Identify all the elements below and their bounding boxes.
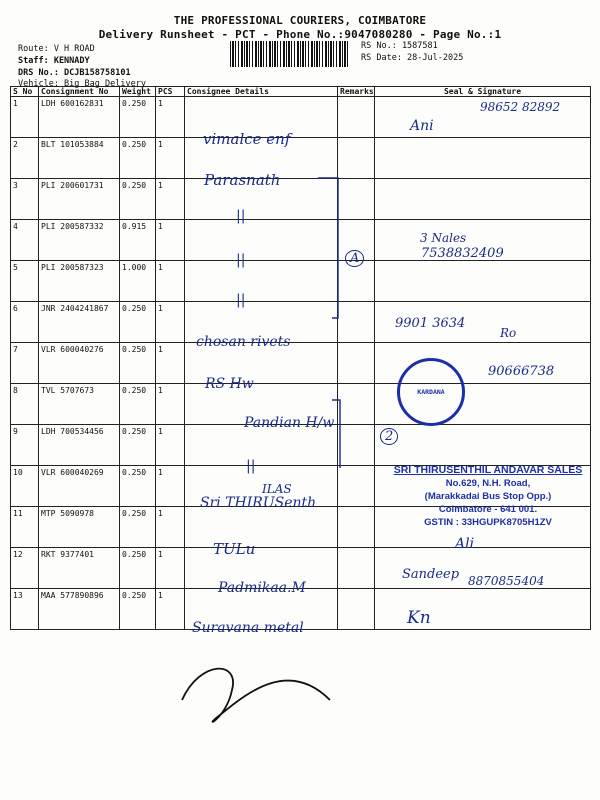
col-consignee: Consignee Details: [185, 87, 338, 97]
cell-pcs: 1: [156, 466, 185, 507]
route-label: Route: V H ROAD: [18, 44, 95, 54]
cell-weight: 0.250: [120, 302, 156, 343]
stamp-line-4: Coimbatore - 641 001.: [438, 504, 538, 515]
signature-hw-1: Ani: [410, 118, 434, 134]
cell-consignment: JNR 2404241867: [39, 302, 120, 343]
bottom-signature: [182, 669, 330, 722]
consignee-hw-11: TULu: [213, 540, 256, 558]
stamp-line-1: SRI THIRUSENTHIL ANDAVAR SALES: [393, 464, 583, 476]
consignee-hw-10b: Sri THIRUSenth: [200, 495, 317, 511]
consignee-hw-4: ||: [236, 252, 246, 268]
signature-hw-13: Kn: [407, 608, 431, 628]
consignee-hw-13: Suravana metal: [192, 620, 304, 636]
signature-hw-11: Ali: [455, 536, 475, 552]
runsheet-subtitle: Delivery Runsheet - PCT - Phone No.:9047080280 - Page No.:1: [98, 28, 502, 41]
cell-pcs: 1: [156, 548, 185, 589]
consignee-hw-12: Padmikaa.M: [218, 580, 306, 596]
cell-consignment: MAA 577890896: [39, 589, 120, 630]
cell-pcs: 1: [156, 507, 185, 548]
cell-consignment: TVL 5707673: [39, 384, 120, 425]
cell-weight: 0.250: [120, 343, 156, 384]
cell-weight: 1.000: [120, 261, 156, 302]
vehicle-label: Vehicle: Big Bag Delivery: [18, 79, 146, 89]
signature-hw-12-phone: 8870855404: [468, 574, 545, 588]
company-title: THE PROFESSIONAL COURIERS, COIMBATORE: [173, 14, 427, 27]
cell-sno: 11: [11, 507, 39, 548]
col-weight: Weight: [120, 87, 156, 97]
cell-pcs: 1: [156, 302, 185, 343]
cell-pcs: 1: [156, 384, 185, 425]
cell-weight: 0.250: [120, 97, 156, 138]
cell-pcs: 1: [156, 343, 185, 384]
col-remarks: Remarks: [338, 87, 375, 97]
cell-sno: 4: [11, 220, 39, 261]
signature-hw-12-name: Sandeep: [402, 567, 460, 582]
cell-sno: 13: [11, 589, 39, 630]
rs-date: RS Date: 28-Jul-2025: [361, 53, 464, 63]
staff-label: Staff: KENNADY: [18, 56, 90, 66]
col-signature: Seal & Signature: [375, 87, 591, 97]
col-consignment: Consignment No: [39, 87, 120, 97]
cell-sno: 8: [11, 384, 39, 425]
cell-sno: 5: [11, 261, 39, 302]
cell-weight: 0.915: [120, 220, 156, 261]
cell-weight: 0.250: [120, 466, 156, 507]
cell-consignment: PLI 200601731: [39, 179, 120, 220]
round-stamp-text: KARDANA: [417, 388, 445, 396]
cell-pcs: 1: [156, 220, 185, 261]
signature-hw-6-phone: 9901 3634: [395, 316, 466, 331]
cell-sno: 2: [11, 138, 39, 179]
cell-weight: 0.250: [120, 138, 156, 179]
consignee-hw-2: Parasnath: [204, 171, 281, 189]
cell-sno: 12: [11, 548, 39, 589]
rs-number: RS No.: 1587581: [361, 41, 438, 51]
signature-hw-7-phone: 90666738: [488, 364, 555, 379]
consignee-hw-6: chosan rivets: [196, 334, 291, 350]
cell-consignment: MTP 5090978: [39, 507, 120, 548]
signature-hw-1-phone: 98652 82892: [480, 100, 561, 114]
cell-consignment: VLR 600040276: [39, 343, 120, 384]
cell-pcs: 1: [156, 261, 185, 302]
cell-weight: 0.250: [120, 548, 156, 589]
cell-consignment: RKT 9377401: [39, 548, 120, 589]
cell-sno: 10: [11, 466, 39, 507]
cell-sno: 7: [11, 343, 39, 384]
stamp-line-5: GSTIN : 33HGUPK8705H1ZV: [424, 517, 552, 528]
cell-sno: 9: [11, 425, 39, 466]
cell-weight: 0.250: [120, 589, 156, 630]
cell-consignment: LDH 600162831: [39, 97, 120, 138]
cell-consignment: LDH 700534456: [39, 425, 120, 466]
consignee-hw-7: RS Hw: [205, 376, 254, 392]
consignee-hw-1: vimalce enf: [203, 130, 291, 148]
consignee-hw-10a: ILAS: [262, 482, 292, 496]
cell-consignment: PLI 200587332: [39, 220, 120, 261]
remark-hw-b: 2: [380, 428, 398, 445]
stamp-line-3: (Marakkadai Bus Stop Opp.): [424, 491, 552, 502]
signature-hw-6: Ro: [500, 326, 517, 340]
consignee-hw-5: ||: [236, 292, 246, 308]
consignee-hw-8: Pandian H/w: [244, 415, 335, 431]
cell-sno: 1: [11, 97, 39, 138]
cell-pcs: 1: [156, 97, 185, 138]
cell-pcs: 1: [156, 138, 185, 179]
cell-pcs: 1: [156, 589, 185, 630]
remark-hw-a: A: [345, 250, 364, 267]
consignee-hw-9: ||: [246, 458, 256, 474]
cell-sno: 3: [11, 179, 39, 220]
drs-label: DRS No.: DCJB158758101: [18, 68, 131, 78]
cell-pcs: 1: [156, 179, 185, 220]
col-sno: S No: [11, 87, 39, 97]
cell-weight: 0.250: [120, 179, 156, 220]
cell-consignment: BLT 101053884: [39, 138, 120, 179]
cell-weight: 0.250: [120, 384, 156, 425]
cell-weight: 0.250: [120, 507, 156, 548]
signature-hw-4-phone: 7538832409: [421, 246, 504, 261]
stamp-line-2: No.629, N.H. Road,: [445, 478, 531, 489]
cell-sno: 6: [11, 302, 39, 343]
cell-consignment: PLI 200587323: [39, 261, 120, 302]
cell-pcs: 1: [156, 425, 185, 466]
col-pcs: PCS: [156, 87, 185, 97]
cell-consignment: VLR 600040269: [39, 466, 120, 507]
consignee-hw-3: ||: [236, 208, 246, 224]
cell-weight: 0.250: [120, 425, 156, 466]
signature-hw-4-name: 3 Nales: [420, 231, 467, 245]
